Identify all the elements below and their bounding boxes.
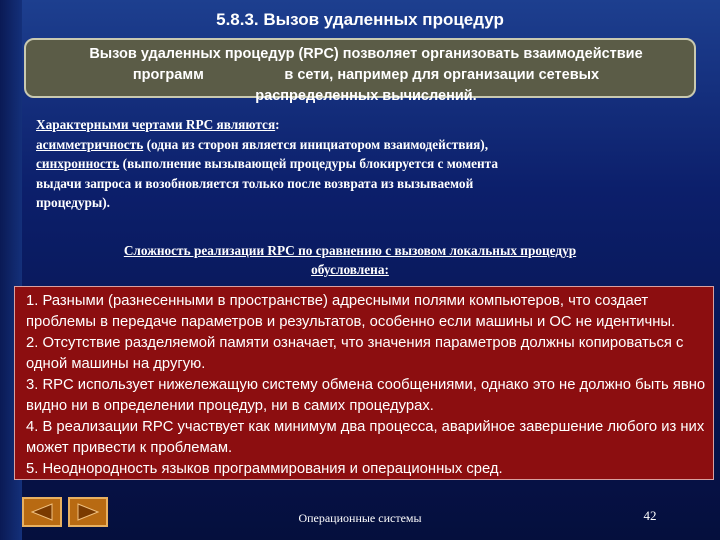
features-heading: Характерными чертами RPC являются	[36, 117, 276, 132]
reason-item: 1. Разными (разнесенными в пространстве) адресными полями компьютеров, что создает проблемы в передаче параметров и результатов, особенно если машины и ОС не идентичны.	[26, 293, 694, 330]
reason-item: 4. В реализации RPC участвует как минимум два процесса, аварийное завершение любого из них может привести к проблемам.	[26, 419, 705, 456]
features-heading-line	[36, 115, 676, 135]
rpc-intro-line-1: Вызов удаленных процедур (RPC) позволяет организовать взаимодействие	[89, 46, 643, 62]
synchronicity-desc-2: выдачи запроса и возобновляется только после возврата из вызываемой	[36, 175, 474, 191]
complexity-line-2: обусловлена:	[311, 262, 389, 277]
synchronicity-desc-1: (выполнение вызывающей процедуры блокируется с момента	[119, 156, 499, 171]
page-number: 42	[643, 508, 657, 523]
reason-item: 5. Неоднородность языков программирования и операционных сред.	[26, 461, 503, 477]
arrow-right-icon	[76, 503, 100, 521]
prev-slide-button[interactable]	[22, 497, 62, 527]
slide-title: 5.8.3. Вызов удаленных процедур	[216, 10, 504, 29]
synchronicity-term: синхронность	[36, 156, 120, 171]
asymmetry-desc: (одна из сторон является инициатором взаимодействия),	[143, 136, 489, 152]
reasons-list	[26, 291, 716, 480]
feature-synchronicity	[36, 154, 676, 174]
feature-asymmetry	[36, 135, 676, 155]
rpc-intro-box	[24, 38, 696, 104]
reason-item: 2. Отсутствие разделяемой памяти означает, что значения параметров должны копироваться с одной машины на другую.	[26, 335, 684, 372]
reason-item: 3. RPC использует нижележащую систему обмена сообщениями, однако это не должно быть явно видно ни в определении процедур, ни в самих процедурах.	[26, 377, 706, 414]
complexity-line-1: Сложность реализации RPC по сравнению с вызовом локальных процедур	[123, 243, 577, 258]
features-heading-colon: :	[275, 117, 280, 132]
complexity-heading	[30, 241, 670, 279]
rpc-intro-line-2: программ в сети, например для организации сетевых	[132, 67, 600, 83]
synchronicity-desc-3: процедуры).	[36, 195, 110, 210]
arrow-left-icon	[30, 503, 54, 521]
next-slide-button[interactable]	[68, 497, 108, 527]
rpc-intro-line-3: распределенных вычислений.	[255, 88, 477, 104]
rpc-intro-text	[26, 44, 706, 107]
rpc-features	[36, 115, 676, 213]
asymmetry-term: асимметричность	[36, 136, 144, 152]
footer-course: Операционные системы	[298, 511, 422, 525]
